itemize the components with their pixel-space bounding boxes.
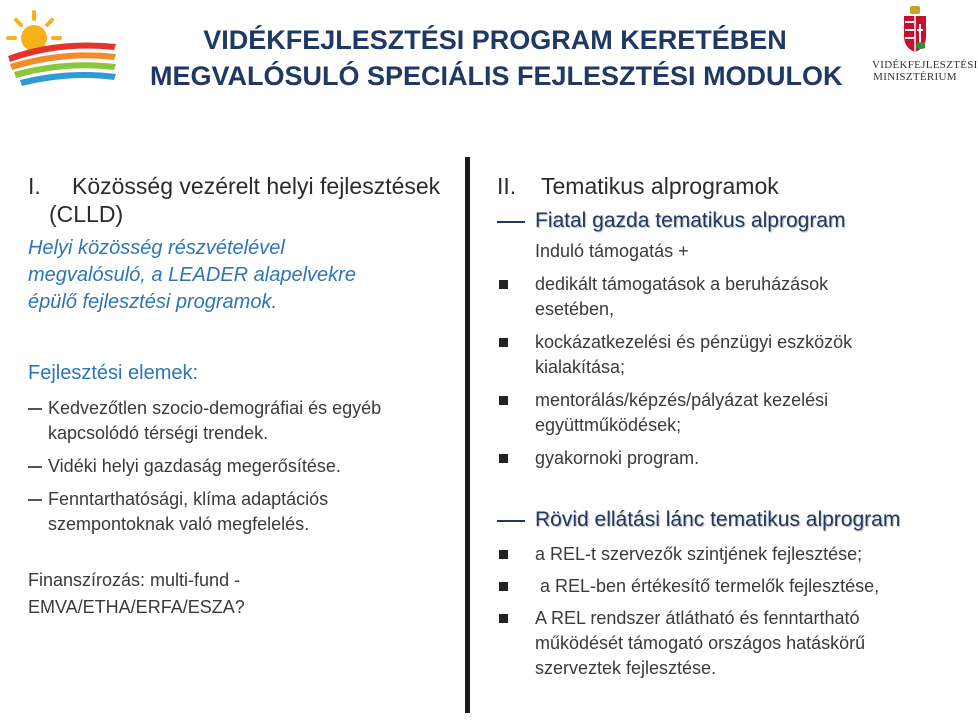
program-logo [2, 8, 122, 90]
list-item [28, 487, 454, 537]
intro-text [28, 235, 454, 316]
section-number: II. [497, 173, 517, 199]
list-item [497, 446, 960, 471]
list-item-text: gyakornoki program. [535, 448, 700, 468]
ministry-name-line-2: MINISZTÉRIUM [873, 71, 957, 83]
section-heading-thematic [497, 172, 960, 200]
intro-line-1: Helyi közösség részvételével [28, 237, 285, 259]
column-divider [465, 157, 470, 713]
title-line-2: MEGVALÓSULÓ SPECIÁLIS FEJLESZTÉSI MODULOK [150, 61, 843, 91]
subprogram-title-text: Rövid ellátási lánc tematikus alprogram [535, 508, 901, 531]
square-bullet-icon [497, 330, 535, 380]
dash-icon [28, 454, 48, 479]
subprogram-intro: Induló támogatás + [535, 241, 689, 261]
list-item [497, 574, 960, 599]
financing-line-1: Finanszírozás: multi-fund - [28, 570, 241, 590]
list-item [497, 330, 960, 380]
list-item-text: együttműködések; [535, 415, 682, 435]
list-item-text: a REL-t szervezők szintjének fejlesztése; [535, 544, 863, 564]
page-title [150, 22, 843, 94]
subprogram-title-short-supply-chain [497, 507, 960, 533]
list-item-text: Vidéki helyi gazdaság megerősítése. [48, 456, 341, 476]
list-item-text: szempontoknak való megfelelés. [48, 514, 310, 534]
left-column [28, 172, 454, 621]
young-farmer-items [497, 272, 960, 471]
section-title-line-1: Közösség vezérelt helyi fejlesztések [72, 173, 441, 199]
list-item-text: dedikált támogatások a beruházások [535, 274, 829, 294]
dash-icon [497, 507, 535, 533]
list-item [497, 542, 960, 567]
list-item-text: Kedvezőtlen szocio-demográfiai és egyéb [48, 398, 382, 418]
list-item [28, 396, 454, 446]
section-title: Tematikus alprogramok [541, 173, 779, 199]
list-item [28, 454, 454, 479]
list-item-text: szerveztek fejlesztése. [535, 658, 717, 678]
ministry-name-line-1: VIDÉKFEJLESZTÉSI [872, 59, 978, 71]
list-item-text: kapcsolódó térségi trendek. [48, 423, 269, 443]
financing-line-2: EMVA/ETHA/ERFA/ESZA? [28, 597, 245, 617]
list-item-text: működését támogató országos hatáskörű [535, 633, 866, 653]
dash-icon [28, 487, 48, 537]
section-heading-clld [28, 172, 454, 228]
list-item-text: esetében, [535, 299, 615, 319]
dash-icon [28, 396, 48, 446]
square-bullet-icon [497, 542, 535, 567]
section-title-line-2: (CLLD) [49, 201, 124, 227]
title-line-1: VIDÉKFEJLESZTÉSI PROGRAM KERETÉBEN [203, 25, 787, 55]
list-item-text: kialakítása; [535, 357, 626, 377]
square-bullet-icon [497, 606, 535, 681]
section-number: I. [28, 173, 41, 199]
list-item-text: mentorálás/képzés/pályázat kezelési [535, 390, 829, 410]
square-bullet-icon [497, 574, 535, 599]
ministry-logo [872, 4, 978, 84]
list-item-text: Fenntarthatósági, klíma adaptációs [48, 489, 329, 509]
intro-line-2: megvalósuló, a LEADER alapelvekre [28, 264, 356, 286]
short-supply-chain-items [497, 542, 960, 681]
square-bullet-icon [497, 446, 535, 471]
list-item [497, 606, 960, 681]
subprogram-title-young-farmer [497, 208, 960, 234]
elements-heading: Fejlesztési elemek: [28, 362, 199, 384]
list-item [497, 388, 960, 438]
coat-of-arms-icon [900, 4, 930, 54]
square-bullet-icon [497, 272, 535, 322]
list-item [497, 272, 960, 322]
elements-list [28, 396, 454, 537]
dash-icon [497, 208, 535, 234]
intro-line-3: épülő fejlesztési programok. [28, 291, 278, 313]
list-item-text: A REL rendszer átlátható és fenntartható [535, 608, 860, 628]
list-item-text: a REL-ben értékesítő termelők fejlesztése, [535, 576, 880, 596]
financing-note [28, 567, 454, 621]
list-item-text: kockázatkezelési és pénzügyi eszközök [535, 332, 853, 352]
subprogram-title-text: Fiatal gazda tematikus alprogram [535, 209, 846, 232]
square-bullet-icon [497, 388, 535, 438]
right-column [497, 172, 960, 681]
